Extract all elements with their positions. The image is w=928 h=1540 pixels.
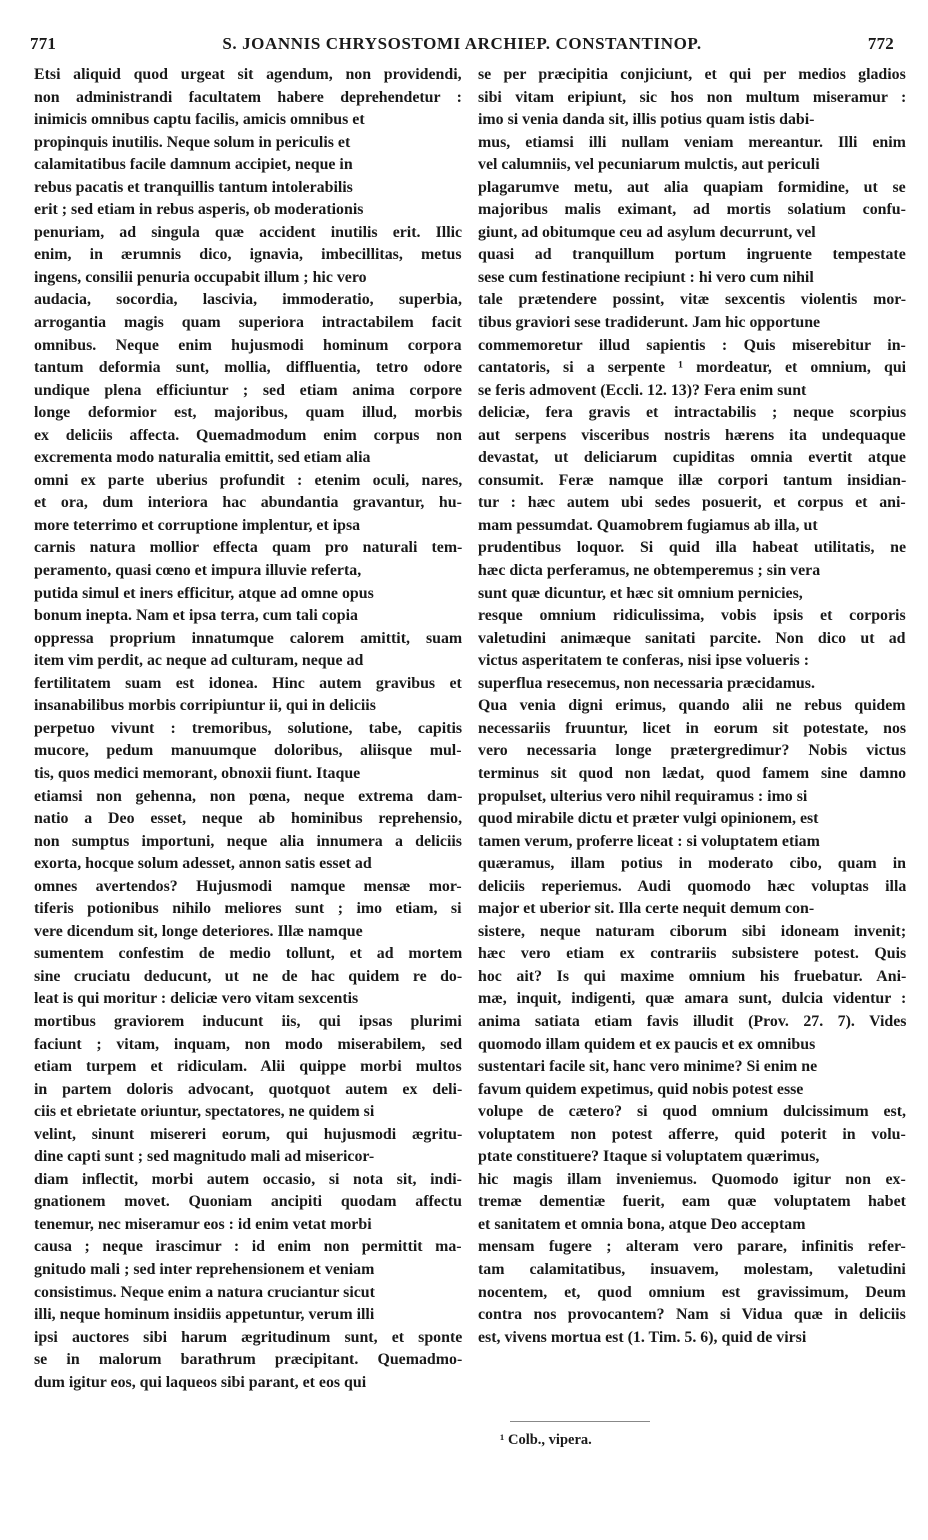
text-line: anima satiata etiam favis illudit (Prov. 27. 7). Vides — [478, 1012, 906, 1030]
text-line: victus asperitatem te conferas, nisi ipse volueris : — [478, 652, 810, 670]
text-line: gnationem movet. Quoniam ancipiti quodam affectu — [34, 1193, 462, 1211]
text-line: plagarumve metu, aut alia quapiam formidine, ut se — [478, 178, 906, 196]
text-line: sunt quæ dicuntur, et hæc sit omnium pernicies, — [478, 584, 803, 602]
text-line: volupe de cætero? si quod omnium dulcissimum est, — [478, 1103, 906, 1121]
text-line: item vim perdit, ac neque ad culturam, neque ad — [34, 652, 364, 670]
text-line: tamen verum, proferre liceat : si voluptatem etiam — [478, 832, 820, 850]
text-line: leat is qui moritur : deliciæ vero vitam sexcentis — [34, 990, 359, 1008]
text-line: nocentem, et, quod omnium est gravissimum, Deum — [478, 1283, 906, 1301]
text-line: se feris admovent (Eccli. 12. 13)? Fera enim sunt — [478, 381, 807, 399]
text-line: tam calamitatibus, insuavem, molestam, valetudini — [478, 1260, 906, 1278]
text-line: valetudini animæque sanitati parcite. Non dico ut ad — [478, 629, 906, 647]
text-line: majoribus malis eximant, ad mortis solatium confu- — [478, 201, 906, 219]
text-line: tibus graviori sese tradiderunt. Jam hic opportune — [478, 314, 821, 332]
text-line: tenemur, nec miseramur eos : id enim vetat morbi — [34, 1215, 372, 1233]
text-line: vero necessaria longe prætergredimur? Nobis victus — [478, 742, 906, 760]
text-line: resque omnium ridiculissima, vobis ipsis et corporis — [478, 607, 906, 625]
text-line: dine capti sunt ; sed magnitudo mali ad misericor- — [34, 1148, 375, 1166]
text-line: hic magis illam inveniemus. Quomodo igitur non ex- — [478, 1170, 906, 1188]
text-line: et ora, dum interiora hac abundantia gravantur, hu- — [34, 494, 462, 512]
text-line: perpetuo vivunt : tremoribus, solutione, tabe, capitis — [34, 719, 462, 737]
text-line: est, vivens mortua est (1. Tim. 5. 6), quid de virsi — [478, 1328, 807, 1346]
text-line: carnis natura mollior effecta quam pro naturali tem- — [34, 539, 462, 557]
text-line: hoc ait? Is qui maxime omnium his fruebatur. Ani- — [478, 967, 906, 985]
text-line: omnes avertendos? Hujusmodi namque mensæ mor- — [34, 877, 462, 895]
text-line: excrementa modo naturalia emittit, sed etiam alia — [34, 449, 371, 467]
text-line: consumit. Feræ namque illæ corpori tantum insidian- — [478, 471, 906, 489]
text-line: hæc dicta perferamus, ne obtemperemus ; sin vera — [478, 562, 821, 580]
text-line: natio a Deo esset, neque ab hominibus reprehensio, — [34, 810, 462, 828]
text-line: vel calumniis, vel pecuniarum mulctis, aut periculi — [478, 156, 820, 174]
text-line: mensam fugere ; alteram vero parare, infinitis refer- — [478, 1238, 906, 1256]
text-line: causa ; neque irascimur : id enim non permittit ma- — [34, 1238, 462, 1256]
text-line: superflua resecemus, non necessaria præcidamus. — [478, 674, 815, 692]
text-line: exorta, hocque solum adesset, annon satis esset ad — [34, 855, 372, 873]
text-line: calamitatibus facile damnum accipiet, neque in — [34, 156, 353, 174]
text-line: longe deformior est, majoribus, quam illud, morbis — [34, 404, 462, 422]
text-line: quæramus, illam potius in moderato cibo, quam in — [478, 855, 906, 873]
text-line: dum igitur eos, qui laqueos sibi parant, et eos qui — [34, 1373, 367, 1391]
running-title: S. JOANNIS CHRYSOSTOMI ARCHIEP. CONSTANTINOP. — [222, 34, 702, 53]
text-line: mortibus graviorem inducunt iis, qui ipsas plurimi — [34, 1012, 462, 1030]
text-line: ex deliciis affecta. Quemadmodum enim corpus non — [34, 426, 462, 444]
text-line: ipsi auctores sibi harum ægritudinum sunt, et sponte — [34, 1328, 462, 1346]
text-line: in partem doloris advocant, quotquot autem ex deli- — [34, 1080, 462, 1098]
text-line: prudentibus loquor. Si quid illa habeat utilitatis, ne — [478, 539, 906, 557]
text-line: vere dicendum sit, longe deteriores. Illæ namque — [34, 922, 363, 940]
right-text-column — [478, 64, 906, 1349]
text-line: voluptatem non potest afferre, quid poterit in volu- — [478, 1125, 906, 1143]
text-line: contra nos provocantem? Nam si Vidua quæ in deliciis — [478, 1306, 906, 1324]
text-line: quomodo illam quidem et ex paucis et ex omnibus — [478, 1035, 816, 1053]
running-header — [30, 34, 894, 58]
text-line: mucore, pedum manuumque doloribus, aliisque mul- — [34, 742, 462, 760]
text-line: se per præcipitia conjiciunt, et qui per medios gladios — [478, 66, 906, 83]
text-line: deliciis reperiemus. Audi quomodo hæc voluptas illa — [478, 877, 906, 895]
text-line: tur : hæc autem ubi sedes posuerit, et corpus et ani- — [478, 494, 906, 512]
text-line: illi, neque hominum insidiis appetuntur, verum illi — [34, 1306, 375, 1324]
text-line: tale prætendere possint, vitæ sexcentis violentis mor- — [478, 291, 906, 309]
text-line: sistere, neque naturam ciborum sibi idoneam invenit; — [478, 922, 906, 940]
text-line: tis, quos medici memorant, obnoxii fiunt. Itaque — [34, 764, 361, 782]
text-line: erit ; sed etiam in rebus asperis, ob moderationis — [34, 201, 364, 219]
text-line: necessariis fruuntur, licet in eorum sit potestate, nos — [478, 719, 906, 737]
text-line: rebus pacatis et tranquillis tantum intolerabilis — [34, 178, 353, 196]
text-line: consistimus. Neque enim a natura cruciantur sicut — [34, 1283, 375, 1301]
text-line: non sumptus importuni, neque alia innumera a deliciis — [34, 832, 462, 850]
text-line: ingens, consilii penuria occupabit illum ; hic vero — [34, 268, 367, 286]
text-line: velint, sinunt misereri eorum, qui hujusmodi ægritu- — [34, 1125, 462, 1143]
text-line: etiamsi non gehenna, non pœna, neque extrema dam- — [34, 787, 462, 805]
text-line: sibi vitam eripiunt, sic hos non multum miseramur : — [478, 88, 906, 106]
text-line: tantum deformia sunt, mollia, diffluentia, tetro odore — [34, 359, 462, 377]
footnote: ¹ Colb., vipera. — [500, 1432, 592, 1448]
text-line: quod mirabile dictu et præter vulgi opinionem, est — [478, 810, 819, 828]
text-line: non administrandi facultatem habere deprehendetur : — [34, 88, 462, 106]
text-line: penuriam, ad singula quæ accident inutilis erit. Illic — [34, 223, 462, 241]
text-line: cantatoris, si a serpente ¹ mordeatur, et omnium, qui — [478, 359, 906, 377]
text-line: mus, etiamsi illi nullam veniam mereantur. Illi enim — [478, 133, 906, 151]
text-line: se in malorum barathrum præcipitant. Quemadmo- — [34, 1351, 462, 1369]
text-line: favum quidem expetimus, quid nobis potest esse — [478, 1080, 804, 1098]
text-line: Qua venia digni erimus, quando alii ne rebus quidem — [478, 697, 906, 715]
text-line: propinquis inutilis. Neque solum in periculis et — [34, 133, 351, 151]
text-line: gnitudo mali ; sed inter reprehensionem et veniam — [34, 1260, 375, 1278]
left-page-number: 771 — [30, 34, 57, 53]
text-line: giunt, ad obitumque ceu ad asylum decurrunt, vel — [478, 223, 816, 241]
text-line: diam inflectit, morbi autem occasio, si nota sit, indi- — [34, 1170, 462, 1188]
text-line: audacia, socordia, lascivia, immoderatio, superbia, — [34, 291, 462, 309]
text-line: et sanitatem et omnia bona, atque Deo acceptam — [478, 1215, 806, 1233]
text-line: deliciæ, fera gravis et intractabilis ; neque scorpius — [478, 404, 906, 422]
text-line: bonum inepta. Nam et ipsa terra, cum tali copia — [34, 607, 358, 625]
text-line: sine cruciatu deducunt, ut ne de hac quidem re do- — [34, 967, 462, 985]
text-line: faciunt ; vitam, inquam, non modo miserabilem, sed — [34, 1035, 462, 1053]
text-line: Etsi aliquid quod urgeat sit agendum, non providendi, — [34, 66, 462, 83]
text-line: hæc vero etiam ex contrariis subsistere potest. Quis — [478, 945, 906, 963]
text-line: terminus sit quod non lædat, quod famem sine damno — [478, 764, 906, 782]
text-line: aut serpens visceribus nostris hærens ita undequaque — [478, 426, 906, 444]
text-line: propulset, ulterius vero nihil requiramus : imo si — [478, 787, 808, 805]
text-line: more teterrimo et corruptione implentur, et ipsa — [34, 516, 361, 534]
text-line: tremæ dementiæ fuerit, eam quæ voluptatem habet — [478, 1193, 906, 1211]
footnote-rule — [510, 1421, 650, 1422]
text-line: arrogantia magis quam superiora intractabilem facit — [34, 314, 462, 332]
text-line: mæ, inquit, indigenti, quæ amara sunt, dulcia videntur : — [478, 990, 906, 1008]
text-line: devastat, ut deliciarum cupiditas omnia evertit atque — [478, 449, 906, 467]
text-line: putida simul et iners efficitur, atque ad omne opus — [34, 584, 374, 602]
text-line: peramento, quasi cœno et impura illuvie referta, — [34, 562, 362, 580]
text-line: inimicis omnibus captu facilis, amicis omnibus et — [34, 111, 365, 129]
text-line: undique plena efficiuntur ; sed etiam anima corpore — [34, 381, 462, 399]
text-line: fertilitatem suam est idonea. Hinc autem gravibus et — [34, 674, 462, 692]
text-line: imo si venia danda sit, illis potius quam istis dabi- — [478, 111, 815, 129]
text-line: oppressa proprium innatumque calorem amittit, suam — [34, 629, 462, 647]
text-line: etiam turpem et ridiculam. Alii quippe morbi multos — [34, 1058, 462, 1076]
text-line: quasi ad tranquillum portum ingruente tempestate — [478, 246, 906, 264]
text-line: insanabilibus morbis corripiuntur ii, qui in deliciis — [34, 697, 376, 715]
text-line: ptate constituere? Itaque si voluptatem quærimus, — [478, 1148, 820, 1166]
text-line: ciis et ebrietate oriuntur, spectatores, ne quidem si — [34, 1103, 375, 1121]
text-line: omni ex parte uberius profundit : etenim oculi, nares, — [34, 471, 462, 489]
text-line: commemoretur illud sapientis : Quis miserebitur in- — [478, 336, 906, 354]
text-line: tiferis potionibus nihilo meliores sunt ; imo etiam, si — [34, 900, 462, 918]
text-line: sumentem confestim de medio tollunt, et ad mortem — [34, 945, 462, 963]
text-line: major et uberior sit. Illa certe nequit demum con- — [478, 900, 815, 918]
right-page-number: 772 — [867, 34, 894, 53]
text-line: sese cum festinatione recipiunt : hi vero cum nihil — [478, 268, 814, 286]
left-text-column — [34, 64, 462, 1394]
text-line: mam pessumdat. Quamobrem fugiamus ab illa, ut — [478, 516, 818, 534]
text-line: omnibus. Neque enim hujusmodi hominum corpora — [34, 336, 462, 354]
text-line: enim, in ærumnis dico, ignavia, imbecillitas, metus — [34, 246, 462, 264]
text-line: sustentari facile sit, hanc vero minime? Si enim ne — [478, 1058, 818, 1076]
